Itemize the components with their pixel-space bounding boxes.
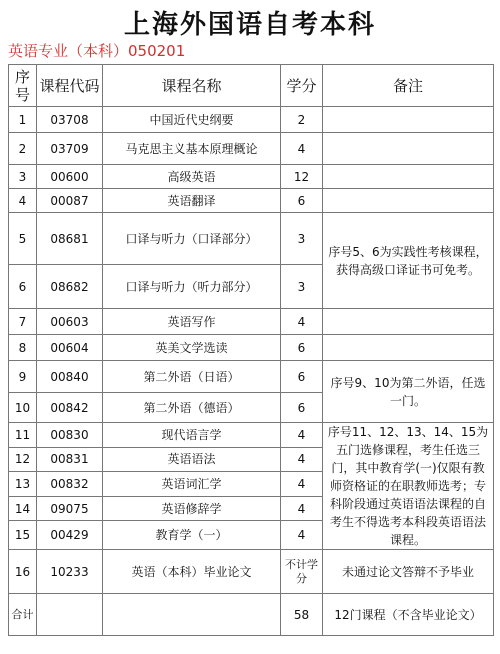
total-name-empty <box>103 594 281 636</box>
second-language-note: 序号9、10为第二外语，任选一门。 <box>323 361 494 423</box>
table-row <box>9 213 494 265</box>
cell-no: 4 <box>9 189 37 213</box>
cell-name: 英语写作 <box>103 309 281 335</box>
table-row <box>9 133 494 165</box>
cell-name: 第二外语（德语） <box>103 393 281 423</box>
electives-note: 序号11、12、13、14、15为五门选修课程，考生任选三门，其中教育学(一)仅限有教师资格证的在职教师选考；专科阶段通过英语语法课程的自考生不得选考本科段英语语法课程。 <box>323 423 494 550</box>
cell-remark <box>323 133 494 165</box>
cell-credit: 6 <box>281 393 323 423</box>
course-table <box>8 64 494 636</box>
cell-code: 00842 <box>37 393 103 423</box>
cell-credit: 4 <box>281 309 323 335</box>
header-remark: 备注 <box>323 65 494 107</box>
cell-credit: 6 <box>281 189 323 213</box>
header-no: 序号 <box>9 65 37 107</box>
practice-note: 序号5、6为实践性考核课程，获得高级口译证书可免考。 <box>323 213 494 309</box>
cell-code: 03709 <box>37 133 103 165</box>
cell-credit: 3 <box>281 265 323 309</box>
cell-name: 现代语言学 <box>103 423 281 448</box>
cell-no: 6 <box>9 265 37 309</box>
total-remark: 12门课程（不含毕业论文） <box>323 594 494 636</box>
cell-name: 英语（本科）毕业论文 <box>103 550 281 594</box>
cell-no: 9 <box>9 361 37 393</box>
header-code: 课程代码 <box>37 65 103 107</box>
cell-credit: 4 <box>281 133 323 165</box>
total-label: 合计 <box>9 594 37 636</box>
total-code-empty <box>37 594 103 636</box>
cell-no: 13 <box>9 472 37 497</box>
table-row <box>9 165 494 189</box>
cell-name: 英语语法 <box>103 447 281 472</box>
cell-no: 2 <box>9 133 37 165</box>
cell-name: 口译与听力（听力部分） <box>103 265 281 309</box>
table-row <box>9 309 494 335</box>
cell-remark <box>323 165 494 189</box>
table-header-row <box>9 65 494 107</box>
cell-name: 第二外语（日语） <box>103 361 281 393</box>
cell-code: 00603 <box>37 309 103 335</box>
cell-credit: 12 <box>281 165 323 189</box>
cell-credit: 4 <box>281 472 323 497</box>
cell-credit: 4 <box>281 496 323 521</box>
total-credit: 58 <box>281 594 323 636</box>
table-row <box>9 550 494 594</box>
cell-name: 马克思主义基本原理概论 <box>103 133 281 165</box>
cell-code: 00832 <box>37 472 103 497</box>
cell-no: 11 <box>9 423 37 448</box>
cell-credit: 2 <box>281 107 323 133</box>
cell-code: 10233 <box>37 550 103 594</box>
cell-no: 15 <box>9 521 37 550</box>
cell-code: 09075 <box>37 496 103 521</box>
cell-remark <box>323 189 494 213</box>
cell-credit: 4 <box>281 447 323 472</box>
cell-no: 5 <box>9 213 37 265</box>
cell-name: 中国近代史纲要 <box>103 107 281 133</box>
cell-code: 00840 <box>37 361 103 393</box>
table-row <box>9 335 494 361</box>
cell-code: 00429 <box>37 521 103 550</box>
cell-name: 英语翻译 <box>103 189 281 213</box>
cell-name: 口译与听力（口译部分） <box>103 213 281 265</box>
cell-remark <box>323 309 494 335</box>
table-row <box>9 361 494 393</box>
cell-code: 08682 <box>37 265 103 309</box>
cell-no: 10 <box>9 393 37 423</box>
cell-code: 00600 <box>37 165 103 189</box>
cell-code: 00604 <box>37 335 103 361</box>
cell-code: 08681 <box>37 213 103 265</box>
cell-no: 7 <box>9 309 37 335</box>
cell-credit: 6 <box>281 361 323 393</box>
table-row <box>9 107 494 133</box>
cell-credit: 不计学分 <box>281 550 323 594</box>
cell-code: 00831 <box>37 447 103 472</box>
total-row <box>9 594 494 636</box>
cell-code: 00830 <box>37 423 103 448</box>
header-credit: 学分 <box>281 65 323 107</box>
cell-name: 英语词汇学 <box>103 472 281 497</box>
cell-no: 12 <box>9 447 37 472</box>
cell-code: 00087 <box>37 189 103 213</box>
cell-credit: 3 <box>281 213 323 265</box>
cell-no: 3 <box>9 165 37 189</box>
cell-code: 03708 <box>37 107 103 133</box>
cell-credit: 4 <box>281 423 323 448</box>
cell-remark <box>323 107 494 133</box>
cell-credit: 6 <box>281 335 323 361</box>
cell-remark <box>323 335 494 361</box>
cell-name: 高级英语 <box>103 165 281 189</box>
header-name: 课程名称 <box>103 65 281 107</box>
thesis-note: 未通过论文答辩不予毕业 <box>323 550 494 594</box>
cell-no: 16 <box>9 550 37 594</box>
cell-no: 14 <box>9 496 37 521</box>
table-row <box>9 189 494 213</box>
table-row <box>9 423 494 448</box>
page-title: 上海外国语自考本科 <box>123 10 376 40</box>
cell-name: 英美文学选读 <box>103 335 281 361</box>
cell-name: 教育学（一） <box>103 521 281 550</box>
cell-credit: 4 <box>281 521 323 550</box>
cell-no: 8 <box>9 335 37 361</box>
cell-no: 1 <box>9 107 37 133</box>
major-subtitle: 英语专业（本科）050201 <box>8 42 186 60</box>
cell-name: 英语修辞学 <box>103 496 281 521</box>
